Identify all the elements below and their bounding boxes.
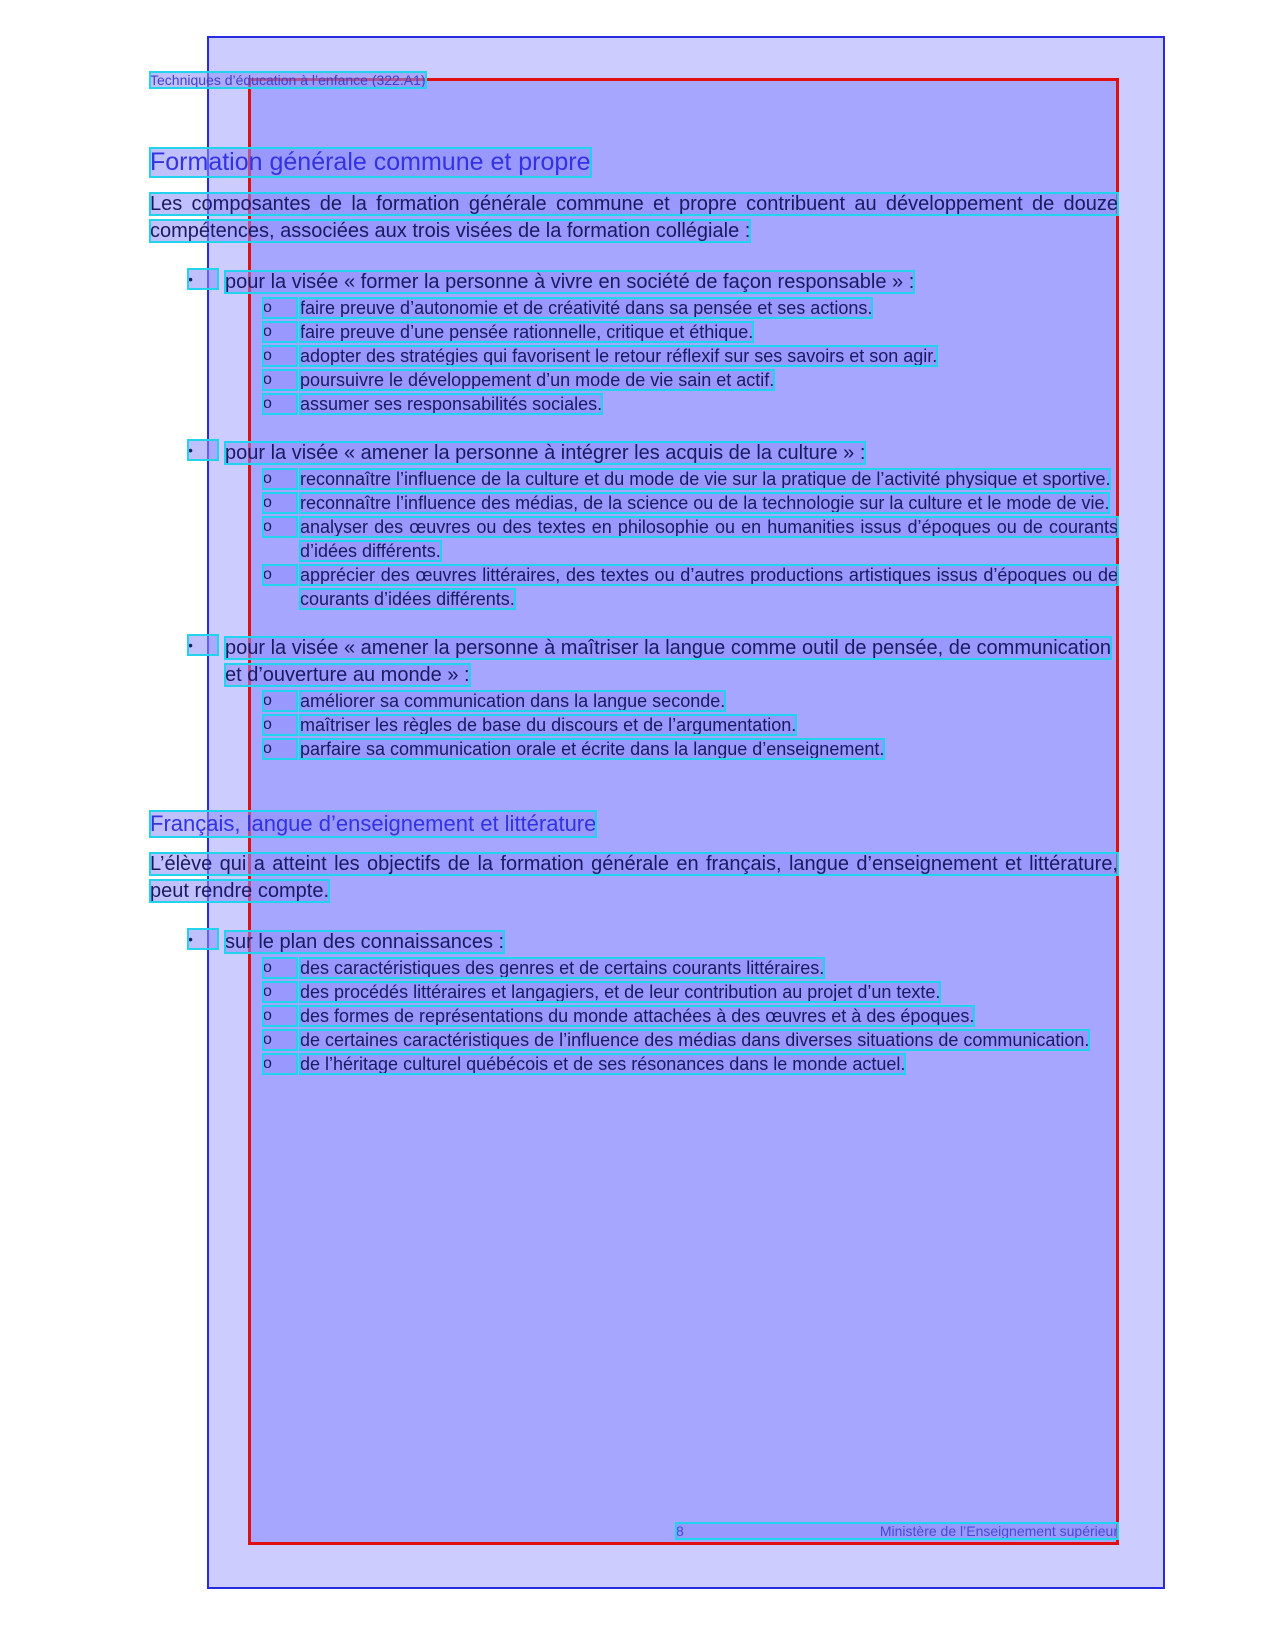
sub-list-item [150,320,1118,344]
bullet-marker: • [188,269,218,289]
sub-item-text: des caractéristiques des genres et de certains courants littéraires. [300,958,825,978]
sub-list-item [150,1004,1118,1028]
sub-list-item [150,344,1118,368]
sub-bullet-marker: o [263,739,297,759]
sub-list-item [150,689,1118,713]
sub-item-text: de l’héritage culturel québécois et de ses résonances dans le monde actuel. [300,1054,906,1074]
sub-list [150,296,1118,416]
sub-item-text: poursuivre le développement d’un mode de vie sain et actif. [300,370,775,390]
section-intro-text: L’élève qui a atteint les objectifs de la formation générale en français, langue d’enseignement et littérature, peut rendre compte. [150,853,1118,902]
bullet-label: sur le plan des connaissances : [225,931,505,953]
section-francais [150,811,1118,1076]
sub-item-text: faire preuve d’une pensée rationnelle, critique et éthique. [300,322,754,342]
sub-item-text: reconnaître l’influence des médias, de la science ou de la technologie sur la culture et le mode de vie. [300,493,1110,513]
sub-item-text: reconnaître l’influence de la culture et du mode de vie sur la pratique de l’activité physique et sportive. [300,469,1111,489]
bullet-label: pour la visée « amener la personne à intégrer les acquis de la culture » : [225,442,866,464]
page-number: 8 [676,1523,684,1539]
sub-bullet-marker: o [263,493,297,513]
document-body [150,72,1118,1076]
sub-bullet-marker: o [263,982,297,1002]
list-item [150,635,1118,689]
bullet-label: pour la visée « former la personne à vivre en société de façon responsable » : [225,271,915,293]
sub-bullet-marker: o [263,298,297,318]
sub-item-text: analyser des œuvres ou des textes en philosophie ou en humanities issus d’époques ou de courants d’idées différents. [300,517,1118,561]
bullet-marker: • [188,929,218,949]
bullet-group [150,929,1118,1076]
sub-bullet-marker: o [263,322,297,342]
bullet-group [150,269,1118,416]
section-intro [150,191,1118,245]
bullet-group [150,440,1118,611]
sub-bullet-marker: o [263,1054,297,1074]
sub-item-text: améliorer sa communication dans la langue seconde. [300,691,726,711]
sub-bullet-marker: o [263,1006,297,1026]
sub-list-item [150,296,1118,320]
sub-list-item [150,1028,1118,1052]
sub-item-text: adopter des stratégies qui favorisent le retour réflexif sur ses savoirs et son agir. [300,346,938,366]
sub-list-item [150,956,1118,980]
list-item [150,440,1118,467]
sub-list-item [150,563,1118,611]
running-header [150,72,1118,90]
footer-ministry: Ministère de l’Enseignement supérieur [879,1523,1118,1539]
sub-bullet-marker: o [263,565,297,585]
section-formation-generale [150,90,1118,761]
bullet-list [150,635,1118,689]
list-item [150,929,1118,956]
sub-item-text: de certaines caractéristiques de l’influence des médias dans diverses situations de communication. [300,1030,1090,1050]
sub-list-item [150,515,1118,563]
section-title: Français, langue d’enseignement et littérature [150,811,597,836]
sub-list-item [150,713,1118,737]
sub-bullet-marker: o [263,715,297,735]
sub-item-text: faire preuve d’autonomie et de créativité dans sa pensée et ses actions. [300,298,873,318]
section-intro-text: Les composantes de la formation générale commune et propre contribuent au développement de douze compétences, associées aux trois visées de la formation collégiale : [150,193,1118,242]
sub-list-item [150,1052,1118,1076]
sub-list-item [150,392,1118,416]
sub-list [150,956,1118,1076]
bullet-list [150,269,1118,296]
running-header-text: Techniques d’éducation à l’enfance (322.A1) [150,72,426,88]
sub-bullet-marker: o [263,958,297,978]
sub-list-item [150,467,1118,491]
bullet-marker: • [188,635,218,655]
sub-bullet-marker: o [263,346,297,366]
sub-item-text: parfaire sa communication orale et écrite dans la langue d’enseignement. [300,739,885,759]
sub-list-item [150,491,1118,515]
section-title: Formation générale commune et propre [150,148,591,176]
page-footer [676,1523,1118,1539]
sub-bullet-marker: o [263,469,297,489]
section-intro [150,851,1118,905]
sub-item-text: des procédés littéraires et langagiers, et de leur contribution au projet d’un texte. [300,982,941,1002]
sub-list-item [150,368,1118,392]
sub-item-text: assumer ses responsabilités sociales. [300,394,603,414]
sub-item-text: apprécier des œuvres littéraires, des textes ou d’autres productions artistiques issus d’époques ou de courants d’idées différents. [300,565,1118,609]
sub-bullet-marker: o [263,691,297,711]
bullet-group [150,635,1118,761]
sub-bullet-marker: o [263,1030,297,1050]
bullet-list [150,440,1118,467]
bullet-list [150,929,1118,956]
sub-list-item [150,737,1118,761]
sub-list [150,689,1118,761]
bullet-marker: • [188,440,218,460]
sub-list-item [150,980,1118,1004]
sub-item-text: maîtriser les règles de base du discours et de l’argumentation. [300,715,797,735]
list-item [150,269,1118,296]
sub-list [150,467,1118,611]
sub-item-text: des formes de représentations du monde attachées à des œuvres et à des époques. [300,1006,975,1026]
sub-bullet-marker: o [263,370,297,390]
sub-bullet-marker: o [263,394,297,414]
bullet-label: pour la visée « amener la personne à maîtriser la langue comme outil de pensée, de communication et d’ouverture au monde » : [225,637,1112,686]
sub-bullet-marker: o [263,517,297,537]
